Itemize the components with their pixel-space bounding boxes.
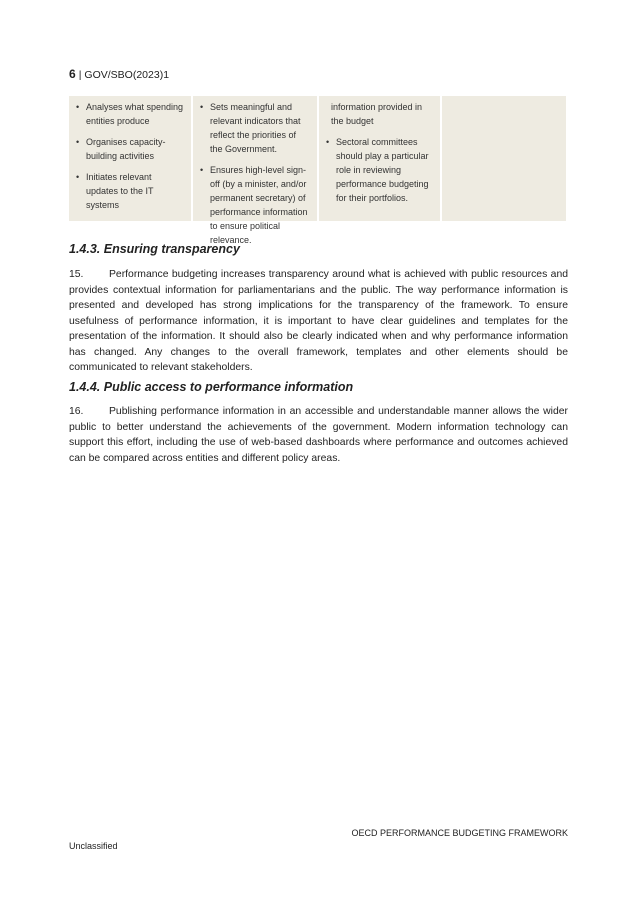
list-item: • Analyses what spending entities produce	[76, 100, 185, 128]
paragraph-number: 15.	[69, 269, 84, 280]
paragraph-15	[69, 267, 568, 376]
list-item: • Sets meaningful and relevant indicators that reflect the priorities of the Government.	[200, 100, 311, 156]
footer-document-title: OECD PERFORMANCE BUDGETING FRAMEWORK	[351, 828, 568, 838]
list-item: • Sectoral committees should play a particular role in reviewing performance budgeting for their portfolios.	[326, 135, 434, 205]
section-title-transparency: 1.4.3. Ensuring transparency	[69, 242, 240, 256]
table-cell-col4	[442, 96, 566, 221]
list-item: • Organises capacity-building activities	[76, 135, 185, 163]
table-cell-col3	[319, 96, 440, 221]
section-title-public-access: 1.4.4. Public access to performance information	[69, 380, 354, 394]
document-code: GOV/SBO(2023)1	[84, 69, 170, 81]
paragraph-16	[69, 404, 568, 466]
list-item-continuation: information provided in the budget	[331, 102, 423, 126]
paragraph-text: Publishing performance information in an accessible and understandable manner allows the wider public to better understand the achievements of the government. Modern information technology can support this effort, including the use of web-based dashboards where performance and outcomes achieved can be compared across entities and different policy areas.	[69, 406, 568, 464]
paragraph-text: Performance budgeting increases transparency around what is achieved with public resources and provides contextual information for parliamentarians and the public. The way performance information is presented and developed has strong implications for the transparency of the framework. To ensure usefulness of performance information, it is important to have clear guidelines and templates for the presentation of the information. It should also be clearly indicated when and why performance information has changed. Any changes to the overall framework, templates and other elements should be communicated to relevant stakeholders.	[69, 269, 568, 373]
list-item: • Initiates relevant updates to the IT systems	[76, 170, 185, 212]
table-cell-col2	[193, 96, 317, 245]
list-item: • Ensures high-level sign-off (by a minister, and/or permanent secretary) of performance information to ensure political relevance.	[200, 163, 311, 247]
responsibilities-table-row	[69, 96, 568, 245]
header-separator: |	[78, 69, 82, 81]
table-cell-col1	[69, 96, 191, 221]
page-header	[69, 67, 169, 81]
footer-classification: Unclassified	[69, 841, 118, 851]
page-number: 6	[69, 67, 76, 81]
paragraph-number: 16.	[69, 406, 84, 417]
